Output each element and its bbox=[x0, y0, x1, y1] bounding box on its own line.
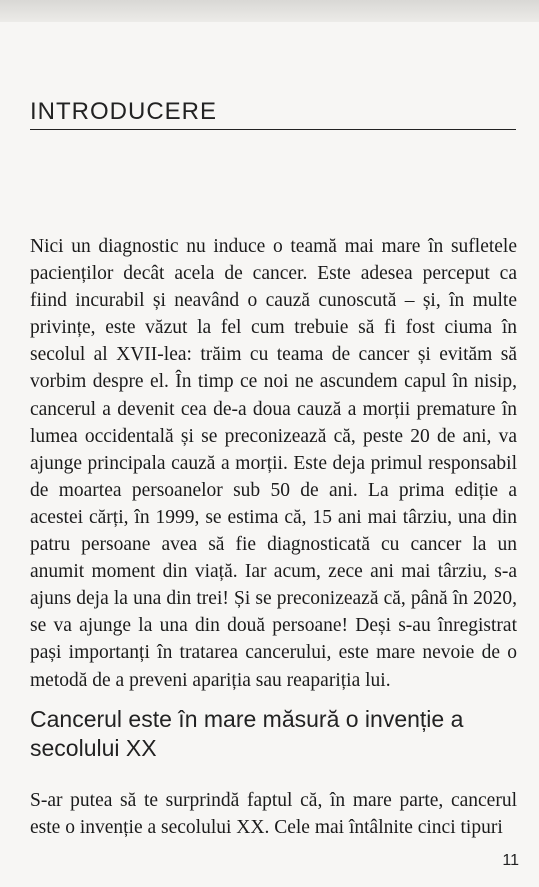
chapter-title: INTRODUCERE bbox=[30, 98, 218, 125]
chapter-title-rule bbox=[30, 129, 516, 130]
page-number: 11 bbox=[502, 852, 519, 869]
adjacent-page-shadow bbox=[0, 0, 539, 22]
section-heading: Cancerul este în mare măsură o invenție a secolului XX bbox=[30, 706, 464, 761]
section-paragraph: S-ar putea să te surprindă faptul că, în mare parte, cancerul este o invenție a secolului XX. Cele mai întâlnite cinci tipuri bbox=[30, 790, 517, 839]
intro-paragraph: Nici un diagnostic nu induce o teamă mai mare în sufletele pacienților decât acela de cancer. Este adesea perceput ca fiind incurabil și neavând o cauză cunoscută – și, în multe privințe, este văzut la fel cum trebuie să fi fost ciuma în secolul al XVII-lea: trăim cu teama de cancer și evităm să vorbim despre el. În timp ce noi ne ascundem capul în nisip, cancerul a devenit cea de-a doua cauză a morții premature în lumea occidentală și se preconizează că, peste 20 de ani, va ajunge principala cauză a morții. Este deja primul responsabil de moartea persoanelor sub 50 de ani. La prima ediție a acestei cărți, în 1999, se estima că, 15 ani mai târziu, una din patru persoane avea să fie diagnosticată cu cancer la un anumit moment din viață. Iar acum, zece ani mai târziu, s-a ajuns deja la una din trei! Și se preconizează că, până în 2020, se va ajunge la una din două persoane! Deși s-au înregistrat pași importanți în tratarea cancerului, este mare nevoie de o metodă de a preveni apariția sau reapariția lui. bbox=[30, 236, 517, 691]
